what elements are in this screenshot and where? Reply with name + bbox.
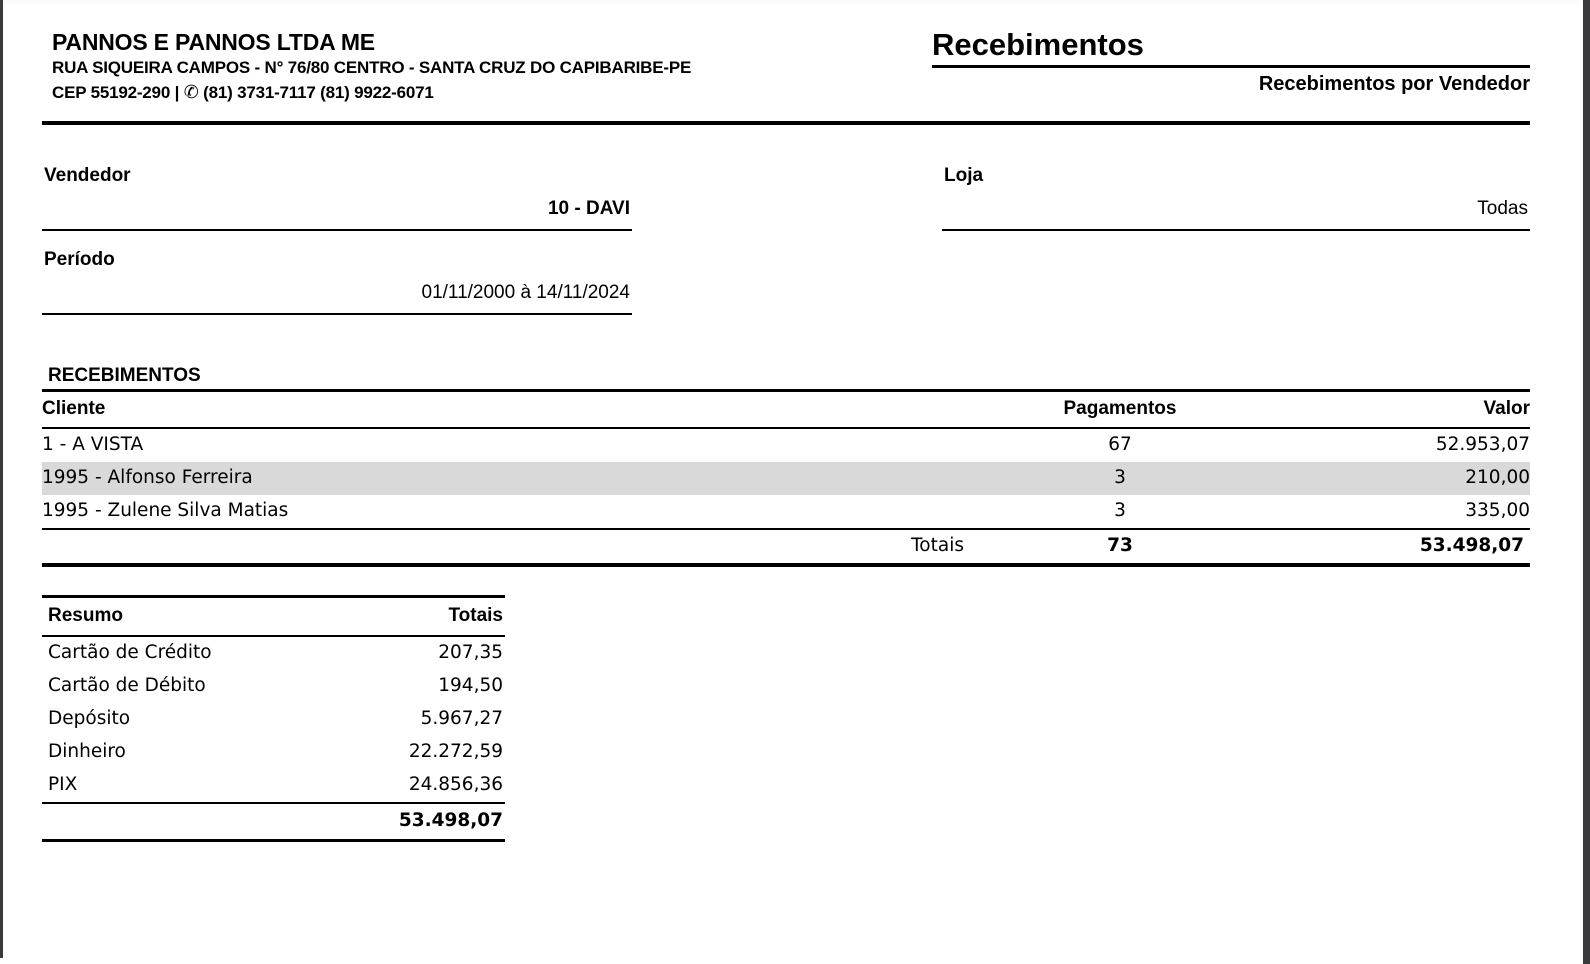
resumo-row [42,736,505,769]
resumo-label: Cartão de Débito [48,675,206,696]
column-header-pagamentos: Pagamentos [1010,391,1230,429]
company-address: RUA SIQUEIRA CAMPOS - N° 76/80 CENTRO - SANTA CRUZ DO CAPIBARIBE-PE [52,58,692,77]
cell-pagamentos: 67 [1108,434,1132,455]
totals-valor: 53.498,07 [1230,529,1530,565]
resumo-label: Dinheiro [48,741,126,762]
cell-cliente: 1 - A VISTA [42,434,144,455]
field-loja [942,163,1530,231]
resumo-total-value: 53.498,07 [335,803,505,841]
resumo-value: 5.967,27 [420,708,503,729]
cell-valor: 335,00 [1465,500,1530,521]
resumo-row [42,769,505,803]
resumo-table [42,595,505,842]
company-block [42,28,691,105]
resumo-total-row [42,803,505,841]
cell-cliente: 1995 - Zulene Silva Matias [42,500,289,521]
resumo-section [42,595,505,842]
resumo-header-row [42,597,505,637]
resumo-label: Cartão de Crédito [48,642,212,663]
field-periodo [42,247,632,315]
vendedor-value: 10 - DAVI [42,189,632,231]
report-page [42,28,1530,842]
resumo-row [42,636,505,670]
field-vendedor [42,163,632,231]
cell-pagamentos: 3 [1114,500,1126,521]
loja-value: Todas [942,189,1530,231]
company-phones: (81) 3731-7117 (81) 9922-6071 [203,83,434,102]
phone-icon: ✆ [183,82,199,102]
report-subtitle: Recebimentos por Vendedor [1258,73,1530,95]
resumo-label: PIX [48,774,78,795]
column-header-valor: Valor [1230,391,1530,429]
periodo-value: 01/11/2000 à 14/11/2024 [42,273,632,315]
periodo-label: Período [44,249,115,270]
table-row [42,495,1530,529]
resumo-row [42,670,505,703]
resumo-label: Depósito [48,708,131,729]
recebimentos-header-row [42,391,1530,429]
cell-valor: 52.953,07 [1435,434,1530,455]
report-title: Recebimentos [932,28,1530,68]
filter-fields [42,163,1530,315]
recebimentos-table [42,389,1530,567]
report-header [42,28,1530,125]
recebimentos-section-title: RECEBIMENTOS [48,365,201,386]
totals-label: Totais [42,529,1010,565]
title-block [932,28,1530,97]
cell-valor: 210,00 [1230,462,1530,495]
vendedor-label: Vendedor [44,165,131,186]
company-name: PANNOS E PANNOS LTDA ME [52,29,375,55]
column-header-cliente: Cliente [42,391,1010,429]
resumo-value: 22.272,59 [408,741,503,762]
column-header-resumo: Resumo [42,597,335,637]
resumo-value: 207,35 [438,642,503,663]
resumo-value: 24.856,36 [408,774,503,795]
loja-label: Loja [944,165,984,186]
resumo-value: 194,50 [438,675,503,696]
window-left-edge [0,0,3,958]
table-row [42,428,1530,462]
resumo-total-spacer [42,803,335,841]
resumo-row [42,703,505,736]
cell-pagamentos: 3 [1010,462,1230,495]
table-row-highlighted [42,462,1530,495]
recebimentos-section [42,363,1530,567]
cell-cliente: 1995 - Alfonso Ferreira [42,462,1010,495]
totals-row [42,529,1530,565]
window-right-edge[interactable] [1583,0,1590,964]
column-header-totais: Totais [335,597,505,637]
company-contact [52,80,691,105]
top-fade [0,0,1590,7]
company-cep: CEP 55192-290 | [52,83,180,102]
totals-pagamentos: 73 [1010,529,1230,565]
